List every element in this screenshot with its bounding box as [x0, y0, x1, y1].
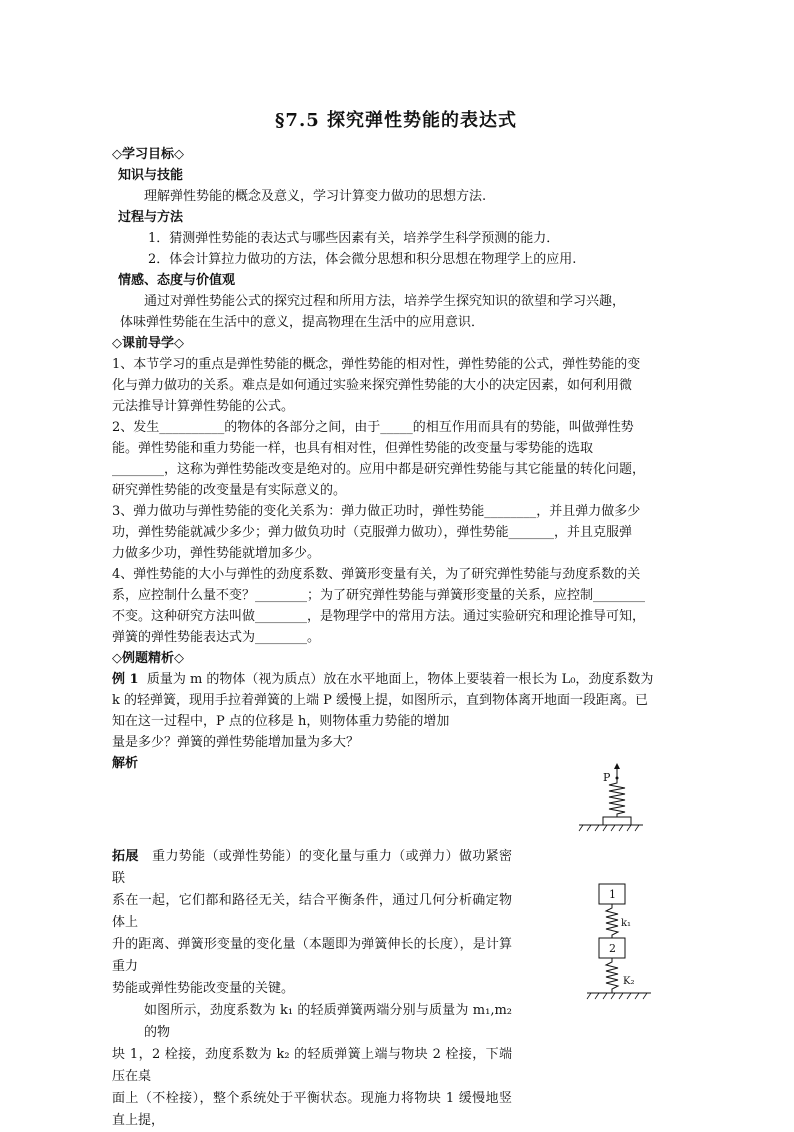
paragraph-4-line-4: 弹簧的弹性势能表达式为________。 [112, 630, 321, 645]
spring-coil [609, 779, 625, 817]
extension-line-2: 系在一起，它们都和路径无关，结合平衡条件，通过几何分析确定物体上 [112, 893, 512, 930]
extension-text-1: 重力势能（或弹性势能）的变化量与重力（或弹力）做功紧密联 [112, 849, 512, 886]
paragraph-3-line-1: 3、弹力做功与弹性势能的变化关系为：弹力做正功时，弹性势能________，并且弹力做多少 [112, 504, 641, 519]
two-block-spring-figure [585, 880, 665, 1015]
example-1-line-2: k 的轻弹簧，现用手拉着弹簧的上端 P 缓慢上提，如图所示，直到物体离开地面一段距离。已 [112, 693, 649, 708]
paragraph-4-line-3: 不变。这种研究方法叫做________，是物理学中的常用方法。通过实验研究和理论推导可知， [112, 609, 646, 624]
point-p-label: P [603, 771, 611, 784]
paragraph-4-line-1: 4、弹性势能的大小与弹性的劲度系数、弹簧形变量有关，为了研究弹性势能与劲度系数的关 [112, 567, 641, 582]
ground-hatching [579, 825, 639, 831]
section-goals-heading: ◇学习目标◇ [112, 147, 184, 162]
paragraph-4-line-2: 系，应控制什么量不变？________；为了研究弹性势能与弹簧形变量的关系，应控制________ [112, 588, 646, 603]
table-hatching [587, 993, 647, 999]
section-preview-heading: ◇课前导学◇ [112, 336, 184, 351]
knowledge-text: 理解弹性势能的概念及意义，学习计算变力做功的思想方法. [144, 189, 487, 204]
section-examples-heading: ◇例题精析◇ [112, 651, 184, 666]
paragraph-2-line-1: 2、发生__________的物体的各部分之间，由于_____的相互作用而具有的势能，叫做弹性势 [112, 420, 634, 435]
extension-line-1 [112, 846, 512, 890]
example-1-line-1 [112, 669, 680, 690]
subheading-emotion: 情感、态度与价值观 [118, 273, 236, 288]
paragraph-2-line-2: 能。弹性势能和重力势能一样，也具有相对性，但弹性势能的改变量与零势能的选取 [112, 441, 594, 456]
extension-line-7: 面上（不栓接），整个系统处于平衡状态。现施力将物块 1 缓慢地竖直上提， [112, 1091, 512, 1128]
subheading-process: 过程与方法 [118, 210, 184, 225]
paragraph-2-line-4: 研究弹性势能的改变量是有实际意义的。 [112, 483, 347, 498]
block-2-label: 2 [609, 942, 616, 955]
pull-arrow-head [614, 763, 620, 769]
extension-label: 拓展 [112, 849, 139, 864]
paragraph-3-line-3: 力做多少功，弹性势能就增加多少。 [112, 546, 321, 561]
spring-k2 [606, 958, 618, 993]
spring-k1-label: k₁ [621, 918, 632, 929]
extension-line-3: 升的距离、弹簧形变量的变化量（本题即为弹簧伸长的长度），是计算重力 [112, 937, 512, 974]
extension-line-5: 如图所示，劲度系数为 k₁ 的轻质弹簧两端分别与质量为 m₁,m₂ 的物 [144, 1003, 512, 1040]
block-1-label: 1 [609, 888, 616, 901]
example-1-label: 例 1 [112, 672, 139, 687]
spring-k2-label: K₂ [623, 976, 635, 987]
paragraph-1-line-1: 1、本节学习的重点是弹性势能的概念，弹性势能的相对性，弹性势能的公式，弹性势能的变 [112, 357, 641, 372]
paragraph-1-line-3: 元法推导计算弹性势能的公式。 [112, 399, 295, 414]
emotion-text-1: 通过对弹性势能公式的探究过程和所用方法，培养学生探究知识的欲望和学习兴趣， [144, 294, 626, 309]
paragraph-1-line-2: 化与弹力做功的关系。难点是如何通过实验来探究弹性势能的大小的决定因素，如何利用微 [112, 378, 633, 393]
process-item-1: 1．猜测弹性势能的表达式与哪些因素有关，培养学生科学预测的能力． [148, 231, 560, 246]
analysis-label: 解析 [112, 756, 139, 771]
paragraph-3-line-2: 功，弹性势能就减少多少；弹力做负功时（克服弹力做功），弹性势能_______，并且克服弹 [112, 525, 633, 540]
example-1-text-1: 质量为 m 的物体（视为质点）放在水平地面上，物体上要装着一根长为 L₀，劲度系数为 [146, 672, 654, 687]
process-item-2: 2．体会计算拉力做功的方法，体会微分思想和积分思想在物理学上的应用. [148, 252, 577, 267]
extension-line-4: 势能或弹性势能改变量的关键。 [112, 981, 295, 996]
spring-k1 [606, 904, 618, 938]
emotion-text-2: 体味弹性势能在生活中的意义，提高物理在生活中的应用意识． [120, 315, 485, 330]
page-title: §7.5 探究弹性势能的表达式 [275, 110, 517, 131]
extension-line-6: 块 1，2 栓接，劲度系数为 k₂ 的轻质弹簧上端与物块 2 栓接，下端压在桌 [112, 1047, 512, 1084]
mass-block [603, 817, 631, 825]
example-1-line-4: 量是多少？弹簧的弹性势能增加量为多大？ [112, 735, 360, 750]
subheading-knowledge: 知识与技能 [118, 168, 184, 183]
paragraph-2-line-3: ________，这称为弹性势能改变是绝对的。应用中都是研究弹性势能与其它能量的转化问题， [112, 462, 646, 477]
example-1-line-3: 知在这一过程中，P 点的位移是 h，则物体重力势能的增加 [112, 714, 450, 729]
spring-block-figure [575, 763, 645, 843]
